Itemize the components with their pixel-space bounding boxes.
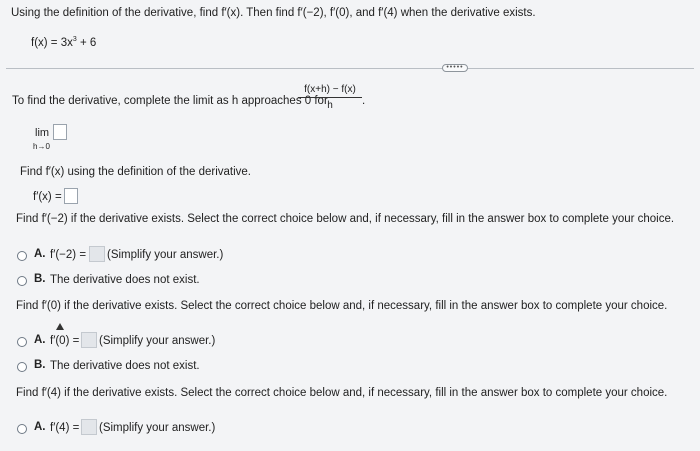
function-lhs: f(x) = 3x <box>31 36 73 49</box>
part-neg2-option-b-label: B. <box>34 273 46 285</box>
limit-answer-input[interactable] <box>53 124 67 140</box>
part-neg2-option-a-radio[interactable] <box>17 251 27 261</box>
part-4-answer-input[interactable] <box>81 419 97 435</box>
part-0-option-b-radio[interactable] <box>17 362 27 372</box>
part-0-answer-input[interactable] <box>81 332 97 348</box>
limit-subscript: h→0 <box>33 142 50 151</box>
part-neg2-option-a-label: A. <box>34 248 46 260</box>
limit-label: lim <box>35 127 50 139</box>
part-0-option-a-hint: (Simplify your answer.) <box>99 335 216 347</box>
part-neg2-prompt: Find f′(−2) if the derivative exists. Select the correct choice below and, if necessary, fill in the answer box to complete your choice. <box>16 213 675 225</box>
fprime-lhs: f′(x) = <box>33 191 62 203</box>
part-4-option-a-label: A. <box>34 421 46 433</box>
function-exponent: 3 <box>72 36 77 43</box>
fprime-answer-input[interactable] <box>64 188 78 204</box>
part-4-option-a-radio[interactable] <box>17 424 27 434</box>
limit-prompt-period: . <box>362 95 366 107</box>
part-neg2-option-b-radio[interactable] <box>17 276 27 286</box>
function-definition <box>31 36 96 49</box>
fprime-prompt: Find f′(x) using the definition of the derivative. <box>20 166 251 178</box>
part-0-option-a-radio[interactable] <box>17 337 27 347</box>
part-neg2-option-a-hint: (Simplify your answer.) <box>107 249 224 261</box>
part-neg2-option-a-lhs: f′(−2) = <box>50 249 87 261</box>
limit-prompt: To find the derivative, complete the limit as h approaches 0 for <box>12 95 328 107</box>
question-instruction: Using the definition of the derivative, find f′(x). Then find f′(−2), f′(0), and f′(4) when the derivative exists. <box>11 7 536 19</box>
part-4-prompt: Find f′(4) if the derivative exists. Select the correct choice below and, if necessary, fill in the answer box to complete your choice. <box>16 387 668 399</box>
part-4-option-a-hint: (Simplify your answer.) <box>99 422 216 434</box>
part-0-prompt: Find f′(0) if the derivative exists. Select the correct choice below and, if necessary, fill in the answer box to complete your choice. <box>16 300 668 312</box>
difference-quotient <box>298 84 362 111</box>
mouse-cursor-icon <box>56 323 64 330</box>
part-4-option-a-lhs: f′(4) = <box>50 422 80 434</box>
part-0-option-a-label: A. <box>34 334 46 346</box>
function-rhs: + 6 <box>76 36 97 49</box>
fraction-numerator: f(x+h) − f(x) <box>298 84 362 98</box>
part-neg2-answer-input[interactable] <box>89 246 105 262</box>
part-0-option-a-lhs: f′(0) = <box>50 335 80 347</box>
more-options-button[interactable]: ••••• <box>442 64 468 72</box>
part-0-option-b-label: B. <box>34 359 46 371</box>
fraction-denominator: h <box>327 100 333 111</box>
section-divider <box>6 68 694 69</box>
part-neg2-option-b-text: The derivative does not exist. <box>50 274 200 286</box>
part-0-option-b-text: The derivative does not exist. <box>50 360 200 372</box>
